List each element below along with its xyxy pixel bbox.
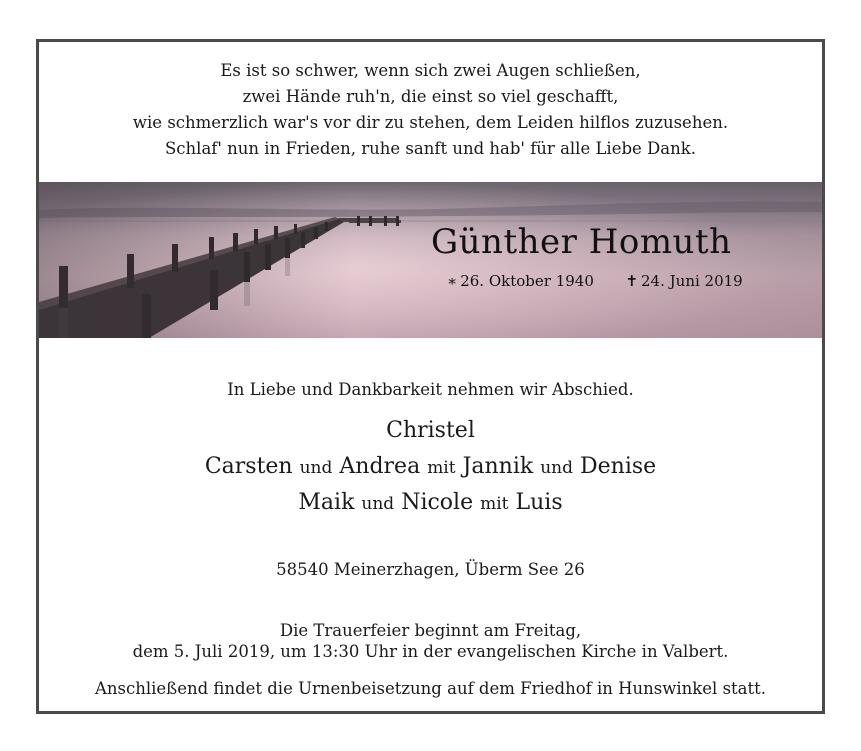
- poem: [39, 58, 822, 162]
- connector-word: mit: [427, 458, 456, 478]
- lake-pier-banner: [39, 182, 822, 338]
- family-line: [39, 418, 822, 443]
- death-cross-icon: ✝: [625, 272, 639, 290]
- poem-line: Schlaf' nun in Frieden, ruhe sanft und hab' für alle Liebe Dank.: [165, 139, 696, 158]
- poem-line: wie schmerzlich war's vor dir zu stehen, dem Leiden hilflos zuzusehen.: [132, 113, 729, 132]
- family-line: [39, 454, 822, 479]
- address: 58540 Meinerzhagen, Überm See 26: [276, 560, 585, 579]
- family-name: Andrea: [339, 454, 421, 479]
- death-date: 24. Juni 2019: [641, 272, 743, 290]
- family-name: Christel: [386, 418, 475, 443]
- family-name: Denise: [580, 454, 657, 479]
- farewell-text: In Liebe und Dankbarkeit nehmen wir Abschied.: [227, 380, 634, 399]
- connector-word: und: [540, 458, 573, 478]
- family-name: Luis: [515, 490, 563, 515]
- family-name: Jannik: [462, 454, 534, 479]
- birth-star-icon: ∗: [447, 272, 458, 290]
- connector-word: und: [361, 494, 395, 514]
- family-name: Nicole: [401, 490, 474, 515]
- obituary-frame: [36, 39, 825, 714]
- burial-info: Anschließend findet die Urnenbeisetzung auf dem Friedhof in Hunswinkel statt.: [94, 679, 767, 698]
- birth-date: 26. Oktober 1940: [460, 272, 594, 290]
- deceased-name: Günther Homuth: [431, 222, 732, 262]
- connector-word: und: [299, 458, 333, 478]
- ceremony-line: dem 5. Juli 2019, um 13:30 Uhr in der evangelischen Kirche in Valbert.: [132, 642, 729, 661]
- poem-line: Es ist so schwer, wenn sich zwei Augen schließen,: [220, 61, 641, 80]
- life-dates: [447, 272, 743, 290]
- ceremony-info: [39, 620, 822, 662]
- family-name: Carsten: [204, 454, 293, 479]
- poem-line: zwei Hände ruh'n, die einst so viel geschafft,: [242, 87, 619, 106]
- connector-word: mit: [480, 494, 509, 514]
- ceremony-line: Die Trauerfeier beginnt am Freitag,: [279, 621, 582, 640]
- family-line: [39, 490, 822, 515]
- family-name: Maik: [298, 490, 355, 515]
